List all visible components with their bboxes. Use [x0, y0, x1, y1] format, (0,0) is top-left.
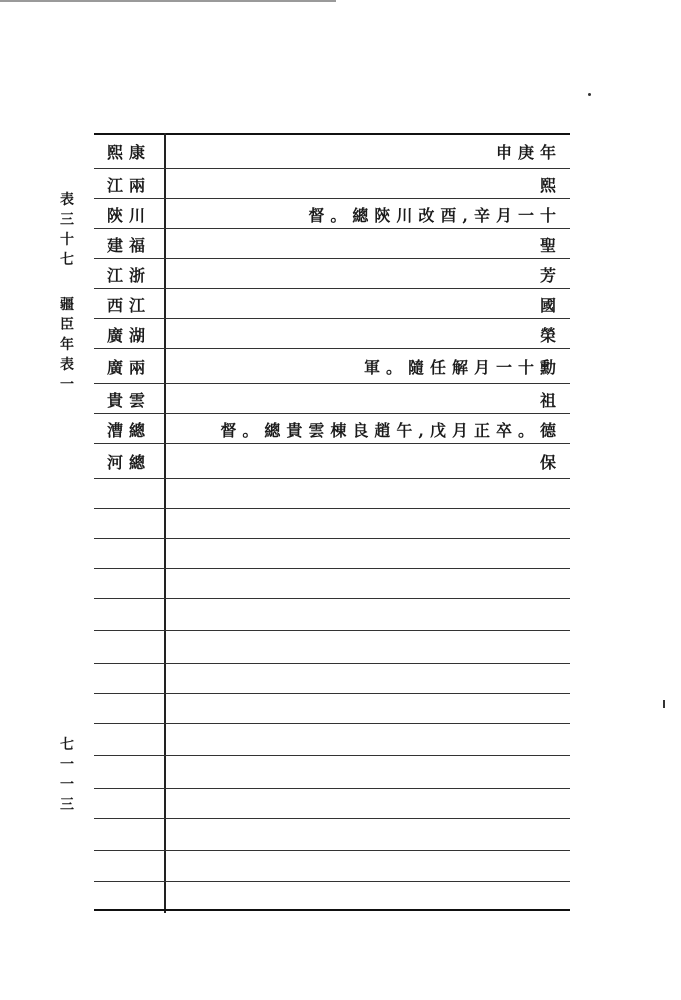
row-line	[94, 755, 570, 756]
row-content-chuanshaan: 督。總陝川改酉,辛月一十	[308, 205, 562, 225]
margin-subtitle	[56, 295, 78, 395]
row-line	[94, 508, 570, 509]
row-content-caozong: 督。總貴雲棟良趙午,戊月正卒。德	[220, 420, 562, 440]
margin-page-number	[56, 735, 78, 815]
row-label-jiangxi: 西江	[106, 295, 151, 315]
column-divider	[164, 133, 166, 913]
row-content-fujian: 聖	[539, 235, 562, 255]
margin-char: 疆	[60, 297, 74, 313]
margin-char: 臣	[60, 317, 74, 333]
margin-char: 表	[60, 192, 74, 208]
row-label-zhejiang: 江浙	[106, 265, 151, 285]
row-content-jiangxi: 國	[539, 295, 562, 315]
margin-char: 一	[60, 777, 74, 793]
margin-char: 年	[60, 337, 74, 353]
row-label-chuanshaan: 陝川	[106, 205, 151, 225]
row-line	[94, 693, 570, 694]
margin-char: 三	[60, 212, 74, 228]
row-line	[94, 818, 570, 819]
row-label-huguang: 廣湖	[106, 325, 151, 345]
margin-char: 一	[60, 377, 74, 393]
speck-mark	[663, 700, 665, 708]
row-label-fujian: 建福	[106, 235, 151, 255]
row-line	[94, 850, 570, 851]
row-content-year: 申庚年	[495, 142, 562, 162]
row-label-liangguang: 廣兩	[106, 357, 151, 377]
row-label-yungui: 貴雲	[106, 390, 151, 410]
margin-char: 七	[60, 737, 74, 753]
row-line	[94, 788, 570, 789]
row-line	[94, 663, 570, 664]
speck-mark	[588, 93, 591, 96]
table-bottom-border	[94, 909, 570, 911]
row-content-huguang: 榮	[539, 325, 562, 345]
row-label-caozong: 漕總	[106, 420, 151, 440]
row-label-kangxi: 熙康	[106, 142, 151, 162]
row-content-hezong: 保	[539, 452, 562, 472]
margin-char: 一	[60, 757, 74, 773]
row-label-hezong: 河總	[106, 452, 151, 472]
margin-table-title	[56, 190, 78, 270]
row-content-zhejiang: 芳	[539, 265, 562, 285]
margin-char: 七	[60, 252, 74, 268]
margin-char: 十	[60, 232, 74, 248]
row-line	[94, 538, 570, 539]
margin-char: 表	[60, 357, 74, 373]
row-line	[94, 881, 570, 882]
scan-top-edge-line	[0, 0, 336, 2]
row-line	[94, 478, 570, 479]
row-line	[94, 568, 570, 569]
row-line	[94, 723, 570, 724]
row-content-liangguang: 軍。隨任解月一十勳	[363, 357, 562, 377]
row-label-liangjiang: 江兩	[106, 175, 151, 195]
row-line	[94, 630, 570, 631]
row-content-yungui: 祖	[539, 390, 562, 410]
row-line	[94, 598, 570, 599]
governors-chronology-table	[94, 133, 570, 913]
margin-char: 三	[60, 797, 74, 813]
row-content-liangjiang: 熙	[539, 175, 562, 195]
